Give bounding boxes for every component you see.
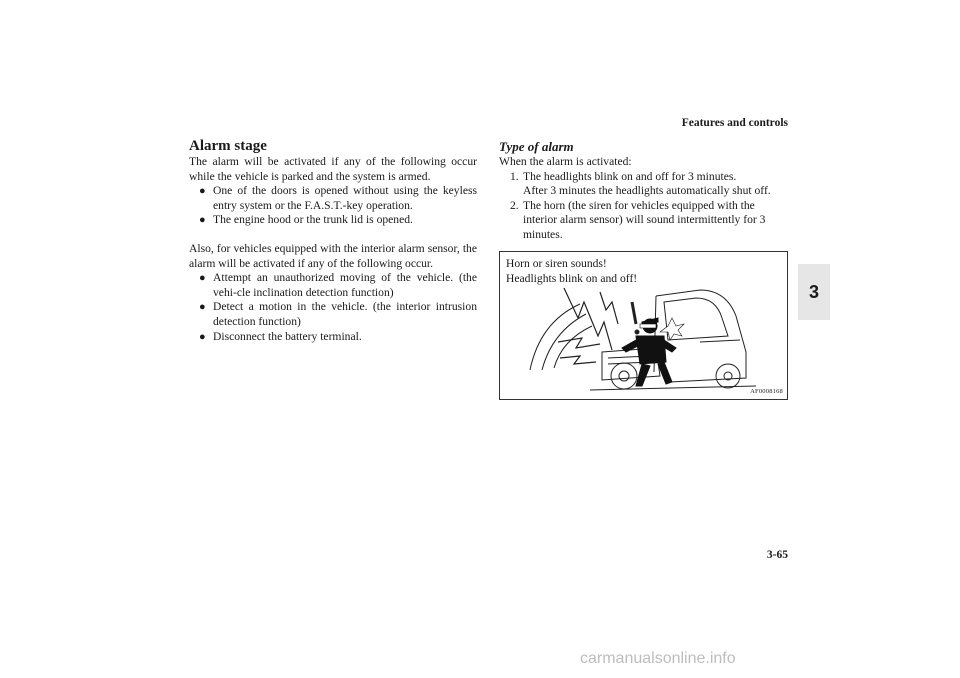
watermark: carmanualsonline.info <box>580 650 736 667</box>
interior-sensor-list <box>189 271 477 344</box>
alarm-illustration <box>499 251 788 400</box>
list-item: ● Disconnect the battery terminal. <box>199 329 362 343</box>
figure-caption: Horn or siren sounds! Headlights blink on and off! <box>506 257 638 285</box>
alarm-stage-intro: The alarm will be activated if any of the following occur while the vehicle is parked and the system is armed. <box>189 155 477 183</box>
alarm-stage-section <box>189 138 477 344</box>
bullet-icon: ● <box>199 185 206 198</box>
bullet-icon: ● <box>199 214 206 227</box>
alarm-conditions-list <box>189 184 477 228</box>
page-number: 3-65 <box>766 549 788 561</box>
car-alarm-thief-illustration-icon <box>500 252 787 399</box>
bullet-icon: ● <box>199 272 206 285</box>
list-item: ● Detect a motion in the vehicle. (the interior intrusion detection function) <box>199 300 477 328</box>
bullet-icon: ● <box>199 330 206 343</box>
interior-sensor-paragraph: Also, for vehicles equipped with the interior alarm sensor, the alarm will be activated if any of the following occur. <box>189 241 477 270</box>
type-of-alarm-intro: When the alarm is activated: <box>499 155 632 168</box>
type-of-alarm-heading: Type of alarm <box>499 139 574 154</box>
figure-code: AF0008168 <box>750 388 783 395</box>
alarm-steps-list <box>499 170 789 243</box>
running-header: Features and controls <box>681 117 788 129</box>
chapter-tab: 3 <box>798 264 830 320</box>
list-item: ● Attempt an unauthorized moving of the vehicle. (the vehi-cle inclination detection function) <box>199 271 477 299</box>
list-item: ● The engine hood or the trunk lid is opened. <box>199 213 413 227</box>
alarm-stage-heading: Alarm stage <box>189 138 267 154</box>
list-item: ● One of the doors is opened without using the keyless entry system or the F.A.S.T.-key operation. <box>199 184 477 212</box>
list-item: 2. The horn (the siren for vehicles equipped with the interior alarm sensor) will sound intermittently for 3 minutes. <box>510 198 766 241</box>
list-item: 1. The headlights blink on and off for 3 minutes. After 3 minutes the headlights automatically shut off. <box>510 169 771 198</box>
type-of-alarm-section <box>499 138 789 243</box>
bullet-icon: ● <box>199 301 206 314</box>
